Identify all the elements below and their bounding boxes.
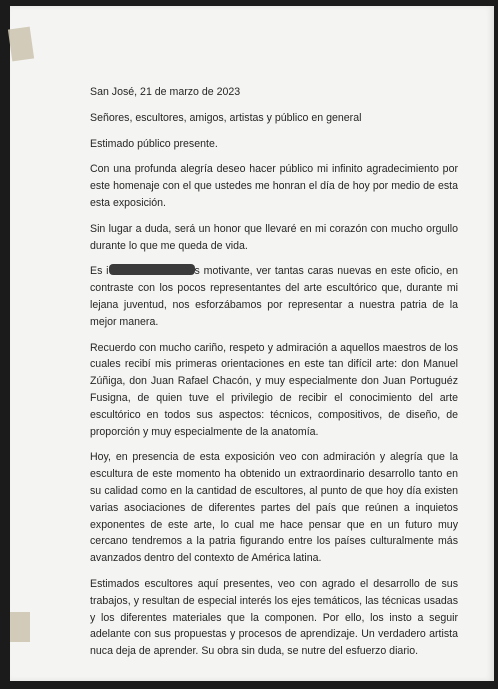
paragraph-present-day: Hoy, en presencia de esta exposición veo con admiración y alegría que la escultura de este momento ha obtenido un extraordinario desarrollo tanto en su calidad como en la cantidad de escultores, al punto de que hoy día existen varias asociaciones de diferentes partes del país que reúnen a inquietos exponentes de este arte, lo cual me hace pensar que en un futuro muy cercano tendremos a la patria figurando entre los países culturalmente más avanzados dentro del contexto de América latina. [90,451,458,565]
letter-addressee: Señores, escultores, amigos, artistas y público en general [90,111,362,124]
paragraph-teachers: Recuerdo con mucho cariño, respeto y admiración a aquellos maestros de los cuales recibí mis primeras orientaciones en este tan difícil arte: don Manuel Zúñiga, don Juan Rafael Chacón, y muy especialmente don Juan Portuguéz Fusigna, de quien tuve el privilegio de recibir el conocimiento del arte escultórico en todos sus aspectos: técnicos, compositivos, de diseño, de proporción y muy especialmente de la anatomía. [90,341,458,438]
tape-strip [8,27,34,62]
letter-body [90,84,458,669]
paragraph-motivation [90,263,458,330]
letter-greeting: Estimado público presente. [90,137,218,150]
redaction-mark [109,264,195,275]
paragraph-closing: Estimados escultores aquí presentes, veo con agrado el desarrollo de sus trabajos, y resultan de especial interés los ejes temáticos, las técnicas usadas y los diferentes materiales que la componen. Por ello, los insto a seguir adelante con sus propuestas y procesos de aprendizaje. Un verdadero artista nuca deja de aprender. Su obra sin duda, se nutre del esfuerzo diario. [90,577,458,658]
paragraph-gratitude: Con una profunda alegría deseo hacer público mi infinito agradecimiento por este homenaje con el que ustedes me honran el día de hoy por medio de esta esta exposición. [90,163,458,209]
letter-page [10,6,494,681]
paragraph-motivation-rest: s motivante, ver tantas caras nuevas en este oficio, en contraste con los pocos representantes del arte escultórico que, durante mi lejana juventud, nos esforzábamos por representar a nuestra patria de la mejor manera. [90,265,458,328]
paragraph-motivation-start: Es i [90,265,109,278]
tape-strip [10,612,30,642]
paragraph-honor: Sin lugar a duda, será un honor que llevaré en mi corazón con mucho orgullo durante lo que me queda de vida. [90,222,458,252]
letter-date: San José, 21 de marzo de 2023 [90,86,241,98]
